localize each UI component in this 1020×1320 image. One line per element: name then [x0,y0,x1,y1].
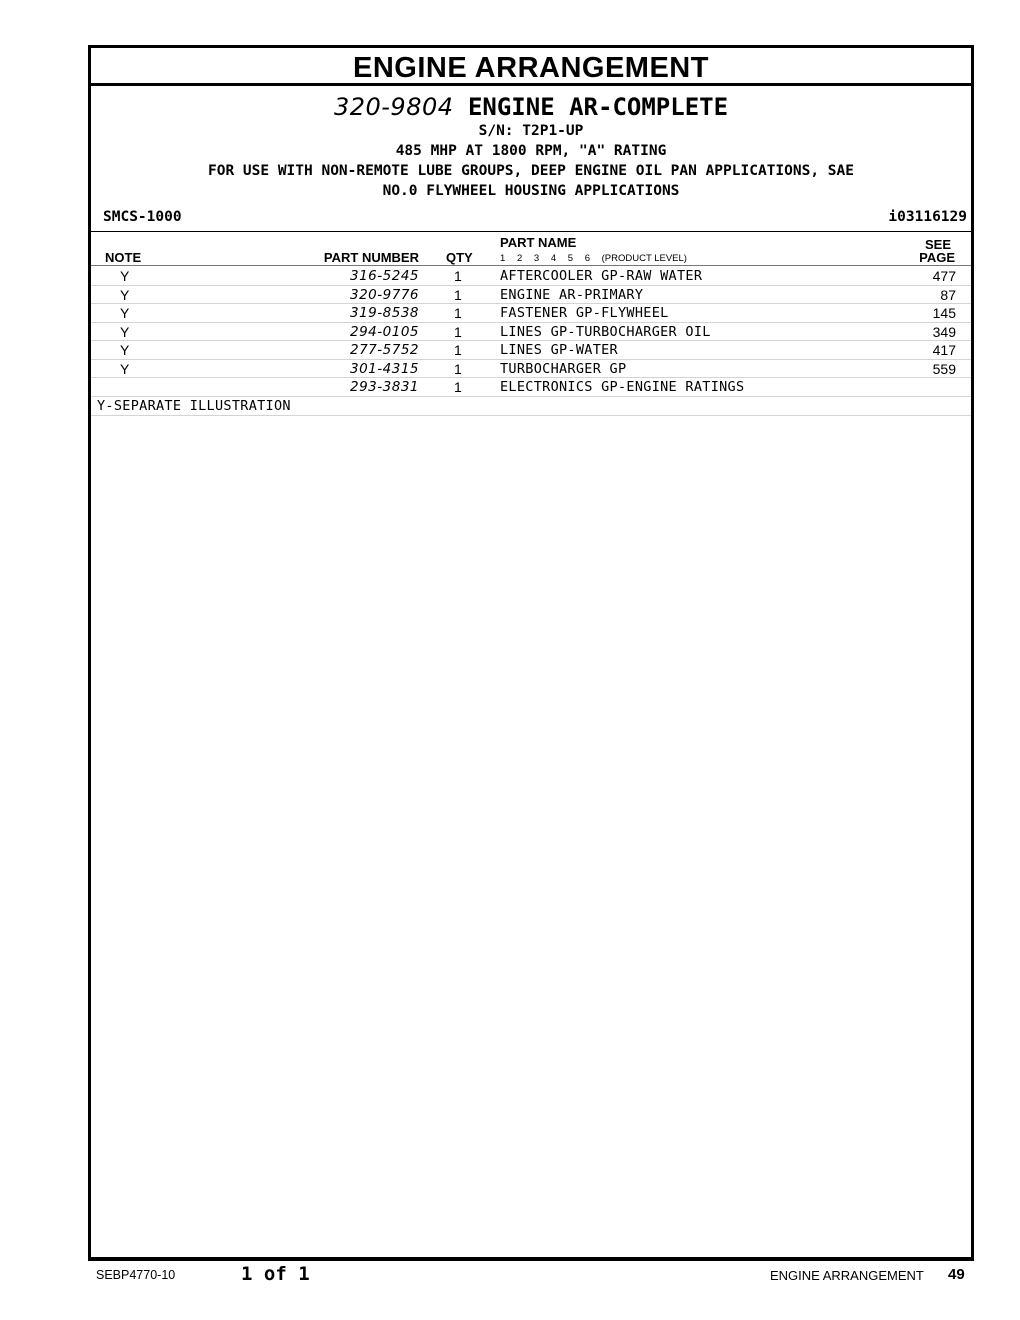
level-6: 6 [584,253,590,264]
product-levels [500,253,696,264]
usage-line-2: NO.0 FLYWHEEL HOUSING APPLICATIONS [382,183,680,199]
part-number-cell: 293-3831 [350,379,419,395]
qty-cell: 1 [454,360,462,377]
qty-cell: 1 [454,342,462,358]
part-number-cell: 277-5752 [350,342,419,358]
qty-header: QTY [446,250,473,265]
note-header: NOTE [105,250,142,265]
smcs-code: SMCS-1000 [103,209,182,225]
usage-line-1: FOR USE WITH NON-REMOTE LUBE GROUPS, DEEP ENGINE OIL PAN APPLICATIONS, SAE [207,163,854,179]
page-cell: 87 [940,286,956,303]
part-name-cell: ELECTRONICS GP-ENGINE RATINGS [500,379,745,395]
page-cell: 559 [932,360,956,377]
table-row [91,267,971,286]
parts-table [91,267,971,416]
level-1: 1 [500,253,506,264]
table-row [91,378,971,397]
group-part-number: 320-9804 [333,93,454,121]
note-cell: Y [120,305,130,321]
header-divider [91,231,971,232]
footer-section-name: ENGINE ARRANGEMENT [770,1268,924,1283]
note-cell: Y [120,286,130,303]
note-cell: Y [120,360,130,377]
part-name-cell: FASTENER GP-FLYWHEEL [500,305,669,321]
part-number-cell: 294-0105 [350,323,419,340]
group-name: ENGINE AR-COMPLETE [467,93,729,121]
page-header: PAGE [919,250,955,265]
page-cell: 145 [932,305,956,321]
qty-cell: 1 [454,305,462,321]
group-title [91,92,971,122]
qty-cell: 1 [454,379,462,395]
note-cell: Y [120,323,130,340]
table-row [91,360,971,379]
part-name-cell: LINES GP-TURBOCHARGER OIL [500,323,711,340]
part-number-cell: 319-8538 [350,305,419,321]
qty-cell: 1 [454,268,462,284]
separate-illustration-note: Y-SEPARATE ILLUSTRATION [97,397,291,414]
part-name-cell: AFTERCOOLER GP-RAW WATER [500,268,703,284]
table-row [91,286,971,305]
table-header-divider [91,265,971,266]
note-cell: Y [120,268,130,284]
part-name-cell: TURBOCHARGER GP [500,360,627,377]
part-name-cell: ENGINE AR-PRIMARY [500,286,644,303]
see-header: SEE [924,237,951,252]
page-cell: 477 [932,268,956,284]
level-4: 4 [550,253,557,264]
section-title: ENGINE ARRANGEMENT [91,48,971,86]
page-cell: 417 [932,342,956,358]
level-3: 3 [533,253,540,264]
level-5: 5 [567,253,574,264]
illustration-id: i03116129 [888,209,967,225]
part-number-header: PART NUMBER [323,250,419,265]
part-number-cell: 301-4315 [350,360,419,377]
part-number-cell: 316-5245 [350,268,419,284]
table-row [91,341,971,360]
part-name-header: PART NAME [500,235,577,250]
level-2: 2 [516,253,523,264]
serial-range: S/N: T2P1-UP [478,123,584,139]
footer-page-count: 1 of 1 [241,1263,310,1285]
qty-cell: 1 [454,323,462,340]
table-row [91,323,971,342]
footer-document-number: SEBP4770-10 [96,1268,176,1282]
table-row [91,304,971,323]
qty-cell: 1 [454,286,462,303]
page-frame [88,45,974,1261]
table-note [91,397,971,416]
part-number-cell: 320-9776 [350,286,419,303]
part-name-cell: LINES GP-WATER [500,342,618,358]
footer-page-number: 49 [948,1266,965,1283]
rating-line: 485 MHP AT 1800 RPM, "A" RATING [395,143,667,159]
page-cell: 349 [932,323,956,340]
note-cell: Y [120,342,130,358]
product-level-label: (PRODUCT LEVEL) [601,253,687,264]
